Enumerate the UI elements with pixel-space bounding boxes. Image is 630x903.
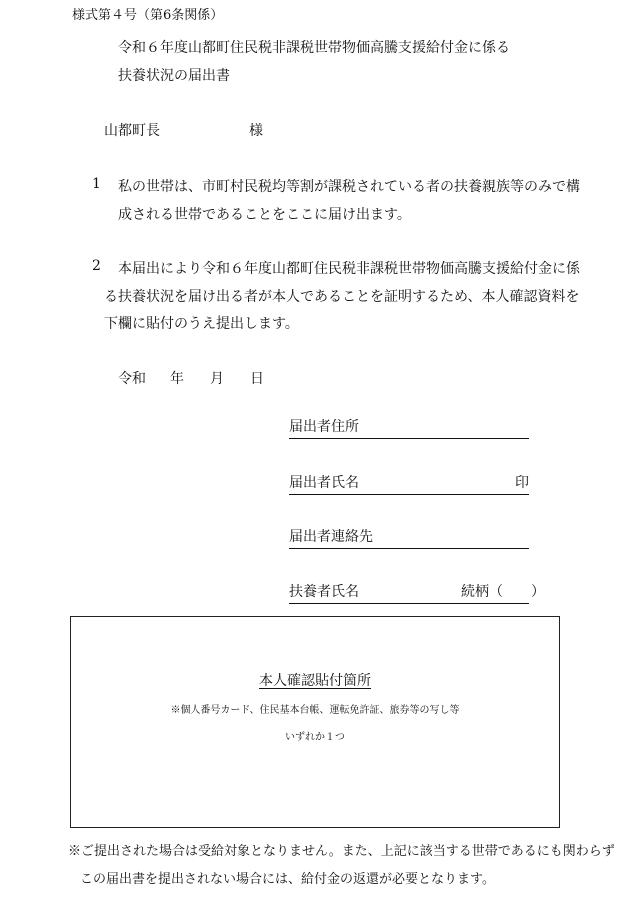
attachment-box-note: ※個人番号カード、住民基本台帳、運転免許証、旅券等の写し等: [170, 705, 460, 716]
item-1-line-1: 私の世帯は、市町村民税均等割が課税されている者の扶養親族等のみで構: [118, 179, 580, 195]
name-field[interactable]: [289, 474, 529, 495]
address-field[interactable]: [289, 418, 529, 439]
addressee-honorific: 様: [249, 123, 263, 139]
contact-label: 届出者連絡先: [289, 529, 373, 545]
item-1-number: 1: [92, 176, 101, 192]
item-2-line-2: る扶養状況を届け出る者が本人であることを証明するため、本人確認資料を: [104, 289, 580, 305]
document-title-line-1: 令和６年度山都町住民税非課税世帯物価高騰支援給付金に係る: [118, 40, 510, 56]
dependent-field[interactable]: [289, 583, 545, 604]
date-month-label: 月: [210, 371, 224, 387]
footnote-line-2: この届出書を提出されない場合には、給付金の返還が必要となります。: [80, 872, 495, 887]
item-2-line-1: 本届出により令和６年度山都町住民税非課税世帯物価高騰支援給付金に係: [118, 261, 580, 277]
date-day-label: 日: [250, 371, 264, 387]
form-number: 様式第４号（第6条関係）: [72, 8, 224, 23]
contact-field[interactable]: [289, 528, 529, 549]
addressee-name: 山都町長: [104, 123, 160, 139]
attachment-box-note-2: いずれか１つ: [285, 732, 345, 743]
seal-mark: 印: [515, 475, 529, 491]
address-label: 届出者住所: [289, 419, 359, 435]
footnote-line-1: ※ご提出された場合は受給対象となりません。また、上記に該当する世帯であるにも関わらず: [68, 844, 615, 859]
relationship-label: 続柄（ ）: [461, 584, 545, 600]
name-label: 届出者氏名: [289, 475, 359, 491]
document-title-line-2: 扶養状況の届出書: [118, 68, 230, 84]
item-2-number: 2: [92, 258, 101, 274]
dependent-label: 扶養者氏名: [289, 584, 359, 600]
item-1-line-2: 成される世帯であることをここに届け出ます。: [118, 207, 411, 223]
item-2-line-3: 下欄に貼付のうえ提出します。: [104, 316, 299, 332]
attachment-box-title: 本人確認貼付箇所: [259, 673, 371, 689]
date-year-label: 年: [170, 371, 184, 387]
id-attachment-box: [70, 616, 560, 828]
date-era: 令和: [118, 371, 146, 387]
